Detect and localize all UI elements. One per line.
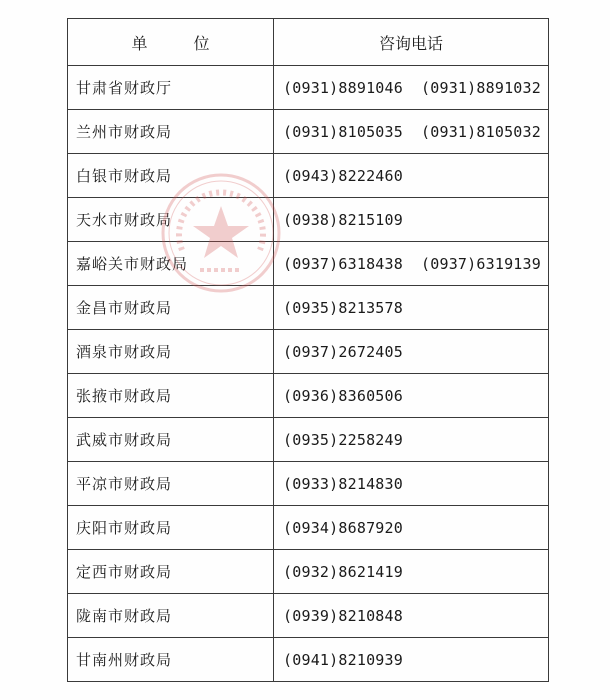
phone-number: (0939)8210848 [283,606,403,625]
phone-number: (0943)8222460 [283,166,403,185]
unit-cell: 甘肃省财政厅 [68,66,274,110]
unit-cell: 张掖市财政局 [68,374,274,418]
table-row [68,154,549,198]
unit-column-header [68,19,274,66]
table-row [68,374,549,418]
phone-cell [274,66,549,110]
phone-number-alt: (0937)6319139 [421,254,541,273]
phone-number: (0931)8105035 [283,122,403,141]
phone-number: (0931)8891046 [283,78,403,97]
unit-cell: 平凉市财政局 [68,462,274,506]
table-row [68,418,549,462]
unit-cell: 天水市财政局 [68,198,274,242]
unit-cell: 金昌市财政局 [68,286,274,330]
phone-number: (0932)8621419 [283,562,403,581]
phone-number: (0935)2258249 [283,430,403,449]
table-row [68,330,549,374]
table-row [68,506,549,550]
phone-cell [274,594,549,638]
table-row [68,286,549,330]
unit-header-char-1: 单 [131,33,148,53]
table-row [68,550,549,594]
unit-cell: 甘南州财政局 [68,638,274,682]
table-row [68,462,549,506]
table-row [68,198,549,242]
phone-number: (0941)8210939 [283,650,403,669]
table-row [68,594,549,638]
phone-cell [274,110,549,154]
phone-cell [274,638,549,682]
phone-cell [274,286,549,330]
unit-cell: 定西市财政局 [68,550,274,594]
phone-cell [274,506,549,550]
phone-cell [274,374,549,418]
unit-cell: 嘉峪关市财政局 [68,242,274,286]
unit-cell: 武威市财政局 [68,418,274,462]
contact-table [67,18,549,682]
phone-cell [274,462,549,506]
table-row [68,66,549,110]
table-header-row [68,19,549,66]
phone-number: (0935)8213578 [283,298,403,317]
phone-number-alt: (0931)8105032 [421,122,541,141]
phone-number: (0936)8360506 [283,386,403,405]
phone-cell [274,330,549,374]
unit-cell: 兰州市财政局 [68,110,274,154]
phone-number-alt: (0931)8891032 [421,78,541,97]
phone-cell [274,550,549,594]
unit-cell: 庆阳市财政局 [68,506,274,550]
phone-number: (0933)8214830 [283,474,403,493]
phone-number: (0938)8215109 [283,210,403,229]
unit-cell: 白银市财政局 [68,154,274,198]
phone-cell [274,242,549,286]
phone-number: (0937)6318438 [283,254,403,273]
unit-cell: 酒泉市财政局 [68,330,274,374]
table-row [68,242,549,286]
table-row [68,638,549,682]
phone-number: (0934)8687920 [283,518,403,537]
phone-cell [274,198,549,242]
phone-cell [274,418,549,462]
unit-cell: 陇南市财政局 [68,594,274,638]
phone-number: (0937)2672405 [283,342,403,361]
table-row [68,110,549,154]
phone-cell [274,154,549,198]
unit-header-char-2: 位 [193,33,210,53]
phone-column-header: 咨询电话 [274,19,549,66]
